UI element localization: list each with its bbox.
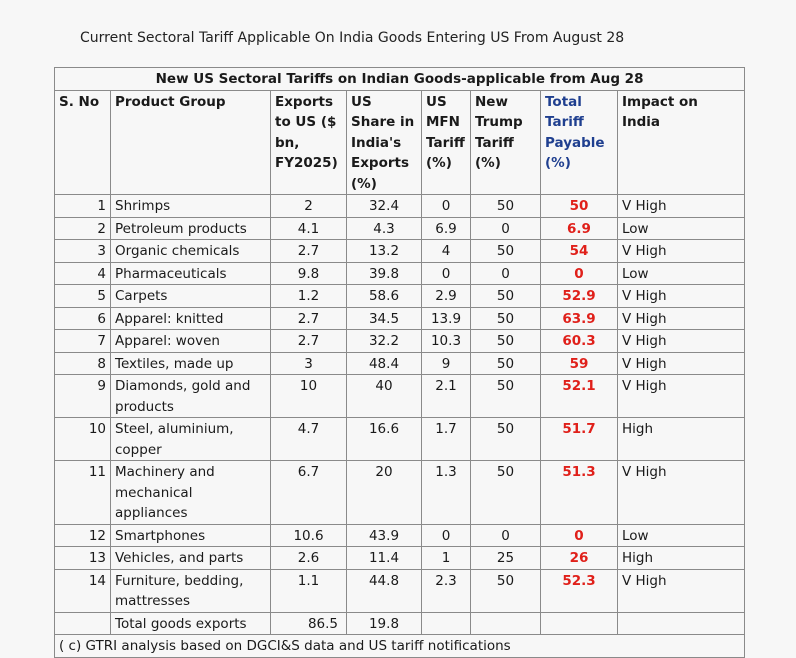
cell-product: Vehicles, and parts	[111, 547, 271, 570]
cell-product: Diamonds, gold and products	[111, 375, 271, 418]
cell-share: 11.4	[347, 547, 422, 570]
cell-product: Textiles, made up	[111, 352, 271, 375]
cell-trump: 0	[471, 217, 541, 240]
cell-total: 63.9	[541, 307, 618, 330]
cell-share: 16.6	[347, 418, 422, 461]
cell-impact: V High	[618, 375, 745, 418]
cell-sno: 7	[55, 330, 111, 353]
cell-mfn: 13.9	[422, 307, 471, 330]
col-header-share: US Share in India's Exports (%)	[347, 90, 422, 195]
cell-impact: V High	[618, 352, 745, 375]
table-row	[55, 524, 745, 547]
cell-product: Shrimps	[111, 195, 271, 218]
cell-trump: 0	[471, 524, 541, 547]
cell-impact: V High	[618, 285, 745, 308]
cell-total: 52.1	[541, 375, 618, 418]
cell-exports: 2.7	[271, 240, 347, 263]
cell-impact: V High	[618, 195, 745, 218]
table-row	[55, 547, 745, 570]
col-header-exports: Exports to US ($ bn, FY2025)	[271, 90, 347, 195]
cell-impact: High	[618, 418, 745, 461]
table-row	[55, 461, 745, 525]
cell-trump: 50	[471, 330, 541, 353]
col-header-product: Product Group	[111, 90, 271, 195]
table-row	[55, 375, 745, 418]
cell-mfn: 1.7	[422, 418, 471, 461]
cell-sno: 13	[55, 547, 111, 570]
cell-share: 44.8	[347, 569, 422, 612]
table-heading: New US Sectoral Tariffs on Indian Goods-applicable from Aug 28	[55, 68, 745, 91]
cell-share: 32.4	[347, 195, 422, 218]
cell-mfn: 0	[422, 524, 471, 547]
col-header-impact: Impact on India	[618, 90, 745, 195]
cell-impact: High	[618, 547, 745, 570]
cell-sno: 5	[55, 285, 111, 308]
cell-impact: V High	[618, 240, 745, 263]
cell-empty	[618, 612, 745, 635]
cell-total: 59	[541, 352, 618, 375]
table-row	[55, 569, 745, 612]
table-body	[55, 195, 745, 658]
cell-total: 50	[541, 195, 618, 218]
cell-mfn: 4	[422, 240, 471, 263]
cell-sno: 8	[55, 352, 111, 375]
cell-sno: 3	[55, 240, 111, 263]
cell-trump: 50	[471, 307, 541, 330]
table-row	[55, 262, 745, 285]
cell-trump: 50	[471, 375, 541, 418]
source-note: ( c) GTRI analysis based on DGCI&S data and US tariff notifications	[55, 635, 745, 658]
table-row	[55, 307, 745, 330]
cell-share: 58.6	[347, 285, 422, 308]
cell-sno: 12	[55, 524, 111, 547]
cell-empty	[422, 612, 471, 635]
cell-share: 32.2	[347, 330, 422, 353]
cell-sno: 6	[55, 307, 111, 330]
cell-mfn: 0	[422, 195, 471, 218]
cell-impact: Low	[618, 262, 745, 285]
cell-exports: 1.2	[271, 285, 347, 308]
cell-total-label: Total goods exports	[111, 612, 271, 635]
cell-trump: 50	[471, 240, 541, 263]
cell-product: Smartphones	[111, 524, 271, 547]
cell-total: 52.3	[541, 569, 618, 612]
cell-empty	[541, 612, 618, 635]
cell-exports: 2.7	[271, 307, 347, 330]
cell-product: Furniture, bedding, mattresses	[111, 569, 271, 612]
cell-exports: 10	[271, 375, 347, 418]
cell-mfn: 2.9	[422, 285, 471, 308]
cell-exports: 2.6	[271, 547, 347, 570]
cell-impact: Low	[618, 524, 745, 547]
cell-mfn: 2.3	[422, 569, 471, 612]
cell-product: Carpets	[111, 285, 271, 308]
cell-product: Organic chemicals	[111, 240, 271, 263]
cell-total: 54	[541, 240, 618, 263]
col-header-total: Total Tariff Payable (%)	[541, 90, 618, 195]
cell-product: Pharmaceuticals	[111, 262, 271, 285]
cell-mfn: 1.3	[422, 461, 471, 525]
cell-exports: 3	[271, 352, 347, 375]
cell-product: Apparel: knitted	[111, 307, 271, 330]
cell-product: Steel, aluminium, copper	[111, 418, 271, 461]
cell-trump: 50	[471, 461, 541, 525]
table-row	[55, 285, 745, 308]
cell-exports: 1.1	[271, 569, 347, 612]
cell-total: 51.7	[541, 418, 618, 461]
cell-trump: 0	[471, 262, 541, 285]
cell-product: Petroleum products	[111, 217, 271, 240]
cell-total: 52.9	[541, 285, 618, 308]
cell-exports: 9.8	[271, 262, 347, 285]
cell-sno: 9	[55, 375, 111, 418]
cell-trump: 50	[471, 418, 541, 461]
cell-total: 6.9	[541, 217, 618, 240]
cell-mfn: 2.1	[422, 375, 471, 418]
cell-exports: 2.7	[271, 330, 347, 353]
col-header-sno: S. No	[55, 90, 111, 195]
table-row	[55, 418, 745, 461]
cell-mfn: 0	[422, 262, 471, 285]
page-title: Current Sectoral Tariff Applicable On India Goods Entering US From August 28	[80, 30, 625, 46]
cell-sno: 14	[55, 569, 111, 612]
total-row	[55, 612, 745, 635]
cell-share: 13.2	[347, 240, 422, 263]
cell-trump: 50	[471, 195, 541, 218]
tariff-table	[54, 67, 745, 658]
cell-product: Apparel: woven	[111, 330, 271, 353]
table-row	[55, 240, 745, 263]
cell-sno: 11	[55, 461, 111, 525]
cell-share: 48.4	[347, 352, 422, 375]
cell-sno-empty	[55, 612, 111, 635]
cell-sno: 4	[55, 262, 111, 285]
cell-total-share: 19.8	[347, 612, 422, 635]
table-row	[55, 352, 745, 375]
cell-exports: 4.1	[271, 217, 347, 240]
cell-sno: 10	[55, 418, 111, 461]
col-header-trump: New Trump Tariff (%)	[471, 90, 541, 195]
cell-share: 4.3	[347, 217, 422, 240]
cell-sno: 2	[55, 217, 111, 240]
cell-trump: 25	[471, 547, 541, 570]
cell-product: Machinery and mechanical appliances	[111, 461, 271, 525]
table-row	[55, 330, 745, 353]
cell-exports: 10.6	[271, 524, 347, 547]
cell-share: 40	[347, 375, 422, 418]
cell-mfn: 9	[422, 352, 471, 375]
cell-impact: V High	[618, 569, 745, 612]
cell-impact: V High	[618, 330, 745, 353]
cell-impact: Low	[618, 217, 745, 240]
cell-mfn: 10.3	[422, 330, 471, 353]
cell-exports: 2	[271, 195, 347, 218]
cell-empty	[471, 612, 541, 635]
table-row	[55, 195, 745, 218]
cell-impact: V High	[618, 461, 745, 525]
cell-total: 0	[541, 524, 618, 547]
cell-total: 0	[541, 262, 618, 285]
source-row	[55, 635, 745, 658]
cell-mfn: 6.9	[422, 217, 471, 240]
cell-share: 34.5	[347, 307, 422, 330]
cell-share: 20	[347, 461, 422, 525]
cell-total: 60.3	[541, 330, 618, 353]
cell-trump: 50	[471, 352, 541, 375]
column-header-row	[55, 90, 745, 195]
cell-share: 43.9	[347, 524, 422, 547]
cell-total-exports: 86.5	[271, 612, 347, 635]
cell-impact: V High	[618, 307, 745, 330]
cell-exports: 6.7	[271, 461, 347, 525]
table-row	[55, 217, 745, 240]
cell-mfn: 1	[422, 547, 471, 570]
cell-share: 39.8	[347, 262, 422, 285]
cell-exports: 4.7	[271, 418, 347, 461]
cell-total: 51.3	[541, 461, 618, 525]
cell-sno: 1	[55, 195, 111, 218]
cell-total: 26	[541, 547, 618, 570]
cell-trump: 50	[471, 285, 541, 308]
col-header-mfn: US MFN Tariff (%)	[422, 90, 471, 195]
cell-trump: 50	[471, 569, 541, 612]
